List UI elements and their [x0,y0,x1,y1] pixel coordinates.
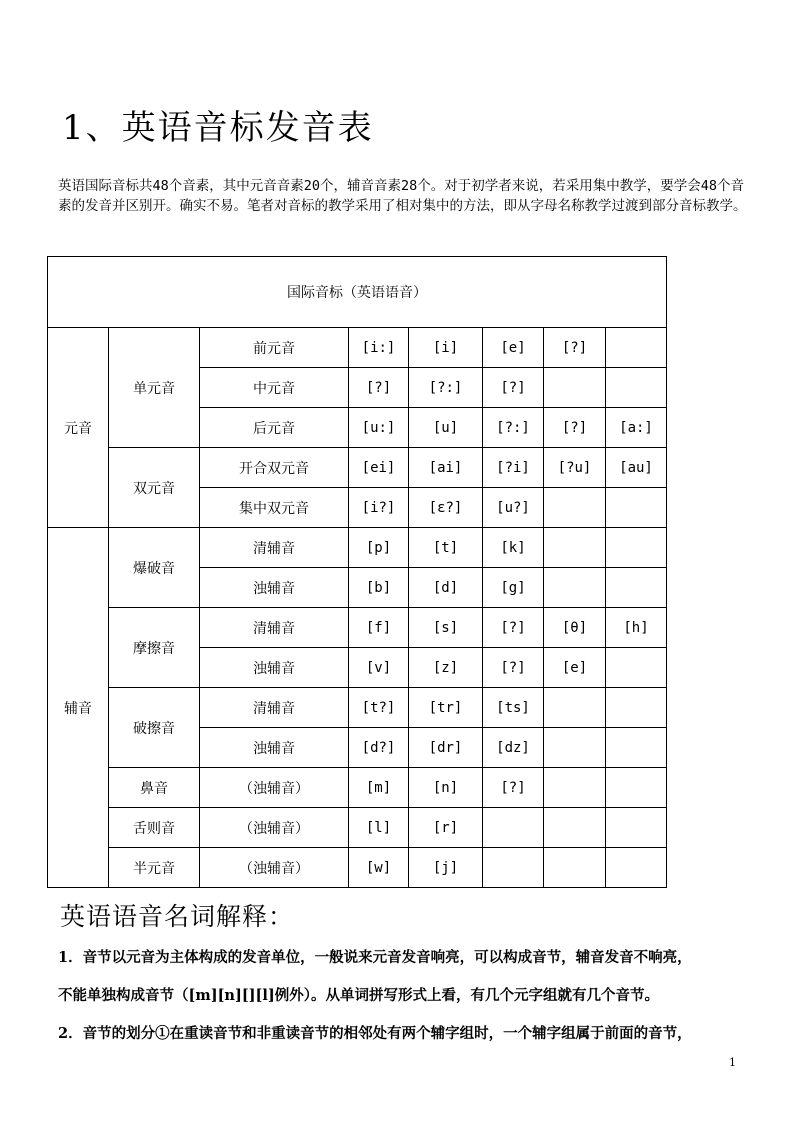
symbol-cell: [s] [409,608,483,648]
row-label: 浊辅音 [200,728,349,768]
ipa-table [47,256,667,888]
table-row [48,328,667,368]
symbol-cell: [?:] [409,368,483,408]
symbol-cell: [p] [349,528,409,568]
symbol-cell [544,488,606,528]
symbol-cell: [l] [349,808,409,848]
symbol-cell: [m] [349,768,409,808]
symbol-cell: [t?] [349,688,409,728]
symbol-cell [544,528,606,568]
group-monophthong: 单元音 [109,328,200,448]
symbol-cell: [t] [409,528,483,568]
symbol-cell: [u] [409,408,483,448]
symbol-cell: [ai] [409,448,483,488]
symbol-cell: [g] [483,568,544,608]
symbol-cell [544,368,606,408]
symbol-cell: [ei] [349,448,409,488]
symbol-cell [606,808,667,848]
group-semivowel: 半元音 [109,848,200,888]
category-vowel: 元音 [48,328,109,528]
symbol-cell: [dr] [409,728,483,768]
symbol-cell [544,728,606,768]
symbol-cell [544,568,606,608]
table-row [48,808,667,848]
symbol-cell: [?u] [544,448,606,488]
paragraph-1-line-1: 1．音节以元音为主体构成的发音单位，一般说来元音发音响亮，可以构成音节，辅音发音不响亮， [58,949,692,966]
table-row [48,528,667,568]
symbol-cell: [i:] [349,328,409,368]
row-label: （浊辅音） [200,848,349,888]
table-row [48,768,667,808]
symbol-cell: [?] [349,368,409,408]
table-row [48,848,667,888]
symbol-cell: [θ] [544,608,606,648]
symbol-cell: [z] [409,648,483,688]
symbol-cell [606,568,667,608]
table-row [48,448,667,488]
symbol-cell: [?] [544,408,606,448]
row-label: 清辅音 [200,688,349,728]
symbol-cell: [d] [409,568,483,608]
symbol-cell [544,808,606,848]
symbol-cell: [dz] [483,728,544,768]
symbol-cell [544,688,606,728]
symbol-cell [606,488,667,528]
symbol-cell: [d?] [349,728,409,768]
group-affricate: 破擦音 [109,688,200,768]
symbol-cell: [u:] [349,408,409,448]
symbol-cell: [u?] [483,488,544,528]
symbol-cell [544,768,606,808]
row-label: 浊辅音 [200,648,349,688]
section-title: 英语语音名词解释： [60,902,295,931]
page-title: 1、英语音标发音表 [62,108,374,148]
symbol-cell: [b] [349,568,409,608]
intro-paragraph: 英语国际音标共48个音素，其中元音音素20个，辅音音素28个。对于初学者来说，若采用集中教学，要学会48个音素的发音并区别开。确实不易。笔者对音标的教学采用了相对集中的方法，即从字母名称教学过渡到部分音标教学。 [58,178,747,214]
symbol-cell: [au] [606,448,667,488]
symbol-cell: [i] [409,328,483,368]
symbol-cell: [r] [409,808,483,848]
category-consonant: 辅音 [48,528,109,888]
paragraph-1-line-2: 不能单独构成音节（[m][n][][l]例外）。从单词拼写形式上看，有几个元字组就有几个音节。 [58,987,660,1004]
table-header-row [48,257,667,328]
symbol-cell [483,808,544,848]
row-label: 集中双元音 [200,488,349,528]
row-label: （浊辅音） [200,808,349,848]
symbol-cell [606,688,667,728]
group-lateral: 舌则音 [109,808,200,848]
row-label: 中元音 [200,368,349,408]
row-label: 浊辅音 [200,568,349,608]
page-number: 1 [729,1056,736,1069]
table-header: 国际音标（英语语音） [48,257,667,328]
symbol-cell [483,848,544,888]
symbol-cell: [e] [483,328,544,368]
row-label: （浊辅音） [200,768,349,808]
symbol-cell: [?] [483,648,544,688]
symbol-cell: [?] [483,768,544,808]
table-row [48,688,667,728]
symbol-cell: [tr] [409,688,483,728]
symbol-cell: [?] [544,328,606,368]
symbol-cell [606,648,667,688]
group-plosive: 爆破音 [109,528,200,608]
symbol-cell [606,368,667,408]
symbol-cell: [?:] [483,408,544,448]
row-label: 清辅音 [200,608,349,648]
symbol-cell [606,728,667,768]
symbol-cell [606,528,667,568]
symbol-cell [544,848,606,888]
symbol-cell [606,768,667,808]
symbol-cell: [w] [349,848,409,888]
symbol-cell: [ε?] [409,488,483,528]
symbol-cell: [v] [349,648,409,688]
table-row [48,608,667,648]
group-nasal: 鼻音 [109,768,200,808]
group-fricative: 摩擦音 [109,608,200,688]
symbol-cell [606,848,667,888]
symbol-cell: [j] [409,848,483,888]
symbol-cell: [?] [483,368,544,408]
row-label: 后元音 [200,408,349,448]
symbol-cell: [a:] [606,408,667,448]
symbol-cell: [ts] [483,688,544,728]
symbol-cell: [?] [483,608,544,648]
symbol-cell: [e] [544,648,606,688]
symbol-cell: [f] [349,608,409,648]
symbol-cell: [n] [409,768,483,808]
row-label: 清辅音 [200,528,349,568]
paragraph-2-line-1: 2．音节的划分①在重读音节和非重读音节的相邻处有两个辅字组时，一个辅字组属于前面的音节， [58,1025,692,1042]
row-label: 前元音 [200,328,349,368]
symbol-cell [606,328,667,368]
symbol-cell: [?i] [483,448,544,488]
symbol-cell: [i?] [349,488,409,528]
row-label: 开合双元音 [200,448,349,488]
symbol-cell: [k] [483,528,544,568]
group-diphthong: 双元音 [109,448,200,528]
symbol-cell: [h] [606,608,667,648]
